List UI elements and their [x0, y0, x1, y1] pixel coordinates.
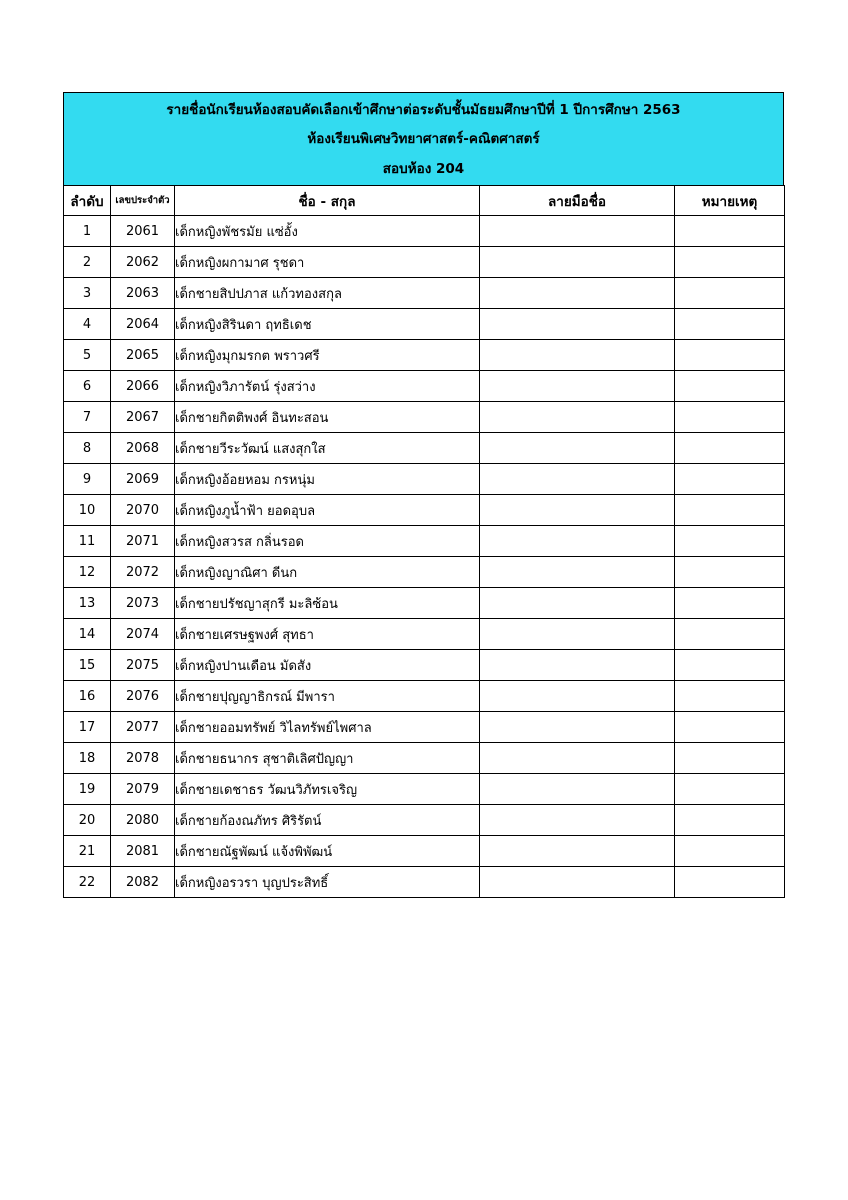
document-title: รายชื่อนักเรียนห้องสอบคัดเลือกเข้าศึกษาต่อระดับชั้นมัธยมศึกษาปีที่ 1 ปีการศึกษา 2563: [166, 101, 681, 118]
remark-cell: [675, 557, 785, 588]
table-row: [64, 557, 785, 588]
table-row: [64, 743, 785, 774]
student-id: 2078: [111, 743, 175, 774]
remark-cell: [675, 526, 785, 557]
exam-room-title: สอบห้อง 204: [382, 161, 465, 178]
student-table: [63, 185, 785, 898]
student-name: เด็กหญิงปานเดือน มัดสัง: [175, 650, 480, 681]
remark-cell: [675, 216, 785, 247]
signature-cell: [480, 340, 675, 371]
signature-cell: [480, 495, 675, 526]
student-name: เด็กหญิงภูน้ำฟ้า ยอดอุบล: [175, 495, 480, 526]
student-id: 2065: [111, 340, 175, 371]
row-number: 18: [64, 743, 111, 774]
student-name: เด็กหญิงมุกมรกต พราวศรี: [175, 340, 480, 371]
table-row: [64, 216, 785, 247]
row-number: 15: [64, 650, 111, 681]
column-header-signature: ลายมือชื่อ: [480, 186, 675, 216]
column-header-remark: หมายเหตุ: [675, 186, 785, 216]
table-row: [64, 495, 785, 526]
table-row: [64, 402, 785, 433]
column-header-name: ชื่อ - สกุล: [175, 186, 480, 216]
title-block: [63, 92, 784, 185]
table-header-row: [64, 186, 785, 216]
remark-cell: [675, 340, 785, 371]
student-id: 2066: [111, 371, 175, 402]
student-id: 2063: [111, 278, 175, 309]
remark-cell: [675, 464, 785, 495]
student-name: เด็กหญิงอรวรา บุญประสิทธิ์: [175, 867, 480, 898]
student-id: 2070: [111, 495, 175, 526]
student-id: 2069: [111, 464, 175, 495]
row-number: 5: [64, 340, 111, 371]
table-row: [64, 588, 785, 619]
signature-cell: [480, 681, 675, 712]
table-row: [64, 309, 785, 340]
table-row: [64, 278, 785, 309]
remark-cell: [675, 681, 785, 712]
student-name: เด็กชายเศรษฐพงศ์ สุทธา: [175, 619, 480, 650]
row-number: 13: [64, 588, 111, 619]
student-id: 2068: [111, 433, 175, 464]
signature-cell: [480, 309, 675, 340]
student-name: เด็กชายปรัชญาสุกรี มะลิซ้อน: [175, 588, 480, 619]
remark-cell: [675, 278, 785, 309]
remark-cell: [675, 836, 785, 867]
table-row: [64, 247, 785, 278]
student-id: 2079: [111, 774, 175, 805]
column-header-id: เลขประจำตัว: [111, 186, 175, 216]
table-row: [64, 681, 785, 712]
signature-cell: [480, 650, 675, 681]
table-row: [64, 650, 785, 681]
student-name: เด็กชายปุญญาธิกรณ์ มีพารา: [175, 681, 480, 712]
student-name: เด็กชายออมทรัพย์ วิไลทรัพย์ไพศาล: [175, 712, 480, 743]
remark-cell: [675, 619, 785, 650]
student-id: 2064: [111, 309, 175, 340]
row-number: 3: [64, 278, 111, 309]
row-number: 14: [64, 619, 111, 650]
table-body: [64, 216, 785, 898]
signature-cell: [480, 278, 675, 309]
row-number: 19: [64, 774, 111, 805]
student-id: 2062: [111, 247, 175, 278]
table-row: [64, 774, 785, 805]
student-id: 2081: [111, 836, 175, 867]
student-name: เด็กหญิงสิรินดา ฤทธิเดช: [175, 309, 480, 340]
signature-cell: [480, 557, 675, 588]
roster-sheet: [63, 92, 784, 898]
student-name: เด็กชายณัฐพัฒน์ แจ้งพิพัฒน์: [175, 836, 480, 867]
signature-cell: [480, 464, 675, 495]
row-number: 11: [64, 526, 111, 557]
row-number: 22: [64, 867, 111, 898]
student-id: 2074: [111, 619, 175, 650]
student-name: เด็กหญิงผกามาศ รุชดา: [175, 247, 480, 278]
signature-cell: [480, 774, 675, 805]
remark-cell: [675, 650, 785, 681]
signature-cell: [480, 619, 675, 650]
student-name: เด็กชายวีระวัฒน์ แสงสุกใส: [175, 433, 480, 464]
signature-cell: [480, 743, 675, 774]
signature-cell: [480, 867, 675, 898]
signature-cell: [480, 247, 675, 278]
table-row: [64, 619, 785, 650]
remark-cell: [675, 588, 785, 619]
program-title: ห้องเรียนพิเศษวิทยาศาสตร์-คณิตศาสตร์: [307, 131, 540, 148]
student-id: 2082: [111, 867, 175, 898]
student-name: เด็กชายก้องณภัทร ศิริรัตน์: [175, 805, 480, 836]
student-name: เด็กหญิงญาณิศา ดีนก: [175, 557, 480, 588]
signature-cell: [480, 712, 675, 743]
row-number: 17: [64, 712, 111, 743]
signature-cell: [480, 526, 675, 557]
row-number: 2: [64, 247, 111, 278]
student-name: เด็กหญิงวิภารัตน์ รุ่งสว่าง: [175, 371, 480, 402]
table-row: [64, 464, 785, 495]
row-number: 10: [64, 495, 111, 526]
remark-cell: [675, 371, 785, 402]
student-name: เด็กชายเดชาธร วัฒนวิภัทรเจริญ: [175, 774, 480, 805]
signature-cell: [480, 402, 675, 433]
student-name: เด็กหญิงอ้อยหอม กรหนุ่ม: [175, 464, 480, 495]
table-row: [64, 526, 785, 557]
table-row: [64, 712, 785, 743]
signature-cell: [480, 216, 675, 247]
remark-cell: [675, 743, 785, 774]
remark-cell: [675, 867, 785, 898]
table-row: [64, 836, 785, 867]
table-row: [64, 340, 785, 371]
student-id: 2071: [111, 526, 175, 557]
remark-cell: [675, 712, 785, 743]
table-row: [64, 371, 785, 402]
signature-cell: [480, 371, 675, 402]
table-row: [64, 433, 785, 464]
row-number: 12: [64, 557, 111, 588]
row-number: 6: [64, 371, 111, 402]
signature-cell: [480, 588, 675, 619]
remark-cell: [675, 433, 785, 464]
signature-cell: [480, 433, 675, 464]
row-number: 7: [64, 402, 111, 433]
student-id: 2080: [111, 805, 175, 836]
student-id: 2072: [111, 557, 175, 588]
row-number: 9: [64, 464, 111, 495]
student-name: เด็กชายธนากร สุชาติเลิศปัญญา: [175, 743, 480, 774]
remark-cell: [675, 495, 785, 526]
student-id: 2067: [111, 402, 175, 433]
student-name: เด็กหญิงสวรส กลิ่นรอด: [175, 526, 480, 557]
student-name: เด็กหญิงพัชรมัย แซ่อั้ง: [175, 216, 480, 247]
row-number: 8: [64, 433, 111, 464]
row-number: 4: [64, 309, 111, 340]
row-number: 1: [64, 216, 111, 247]
remark-cell: [675, 309, 785, 340]
column-header-no: ลำดับ: [64, 186, 111, 216]
student-name: เด็กชายกิตติพงศ์ อินทะสอน: [175, 402, 480, 433]
student-id: 2073: [111, 588, 175, 619]
table-row: [64, 867, 785, 898]
student-name: เด็กชายสิปปภาส แก้วทองสกุล: [175, 278, 480, 309]
row-number: 16: [64, 681, 111, 712]
remark-cell: [675, 402, 785, 433]
student-id: 2061: [111, 216, 175, 247]
signature-cell: [480, 836, 675, 867]
student-id: 2075: [111, 650, 175, 681]
remark-cell: [675, 247, 785, 278]
row-number: 21: [64, 836, 111, 867]
student-id: 2076: [111, 681, 175, 712]
remark-cell: [675, 805, 785, 836]
signature-cell: [480, 805, 675, 836]
student-id: 2077: [111, 712, 175, 743]
table-row: [64, 805, 785, 836]
row-number: 20: [64, 805, 111, 836]
remark-cell: [675, 774, 785, 805]
